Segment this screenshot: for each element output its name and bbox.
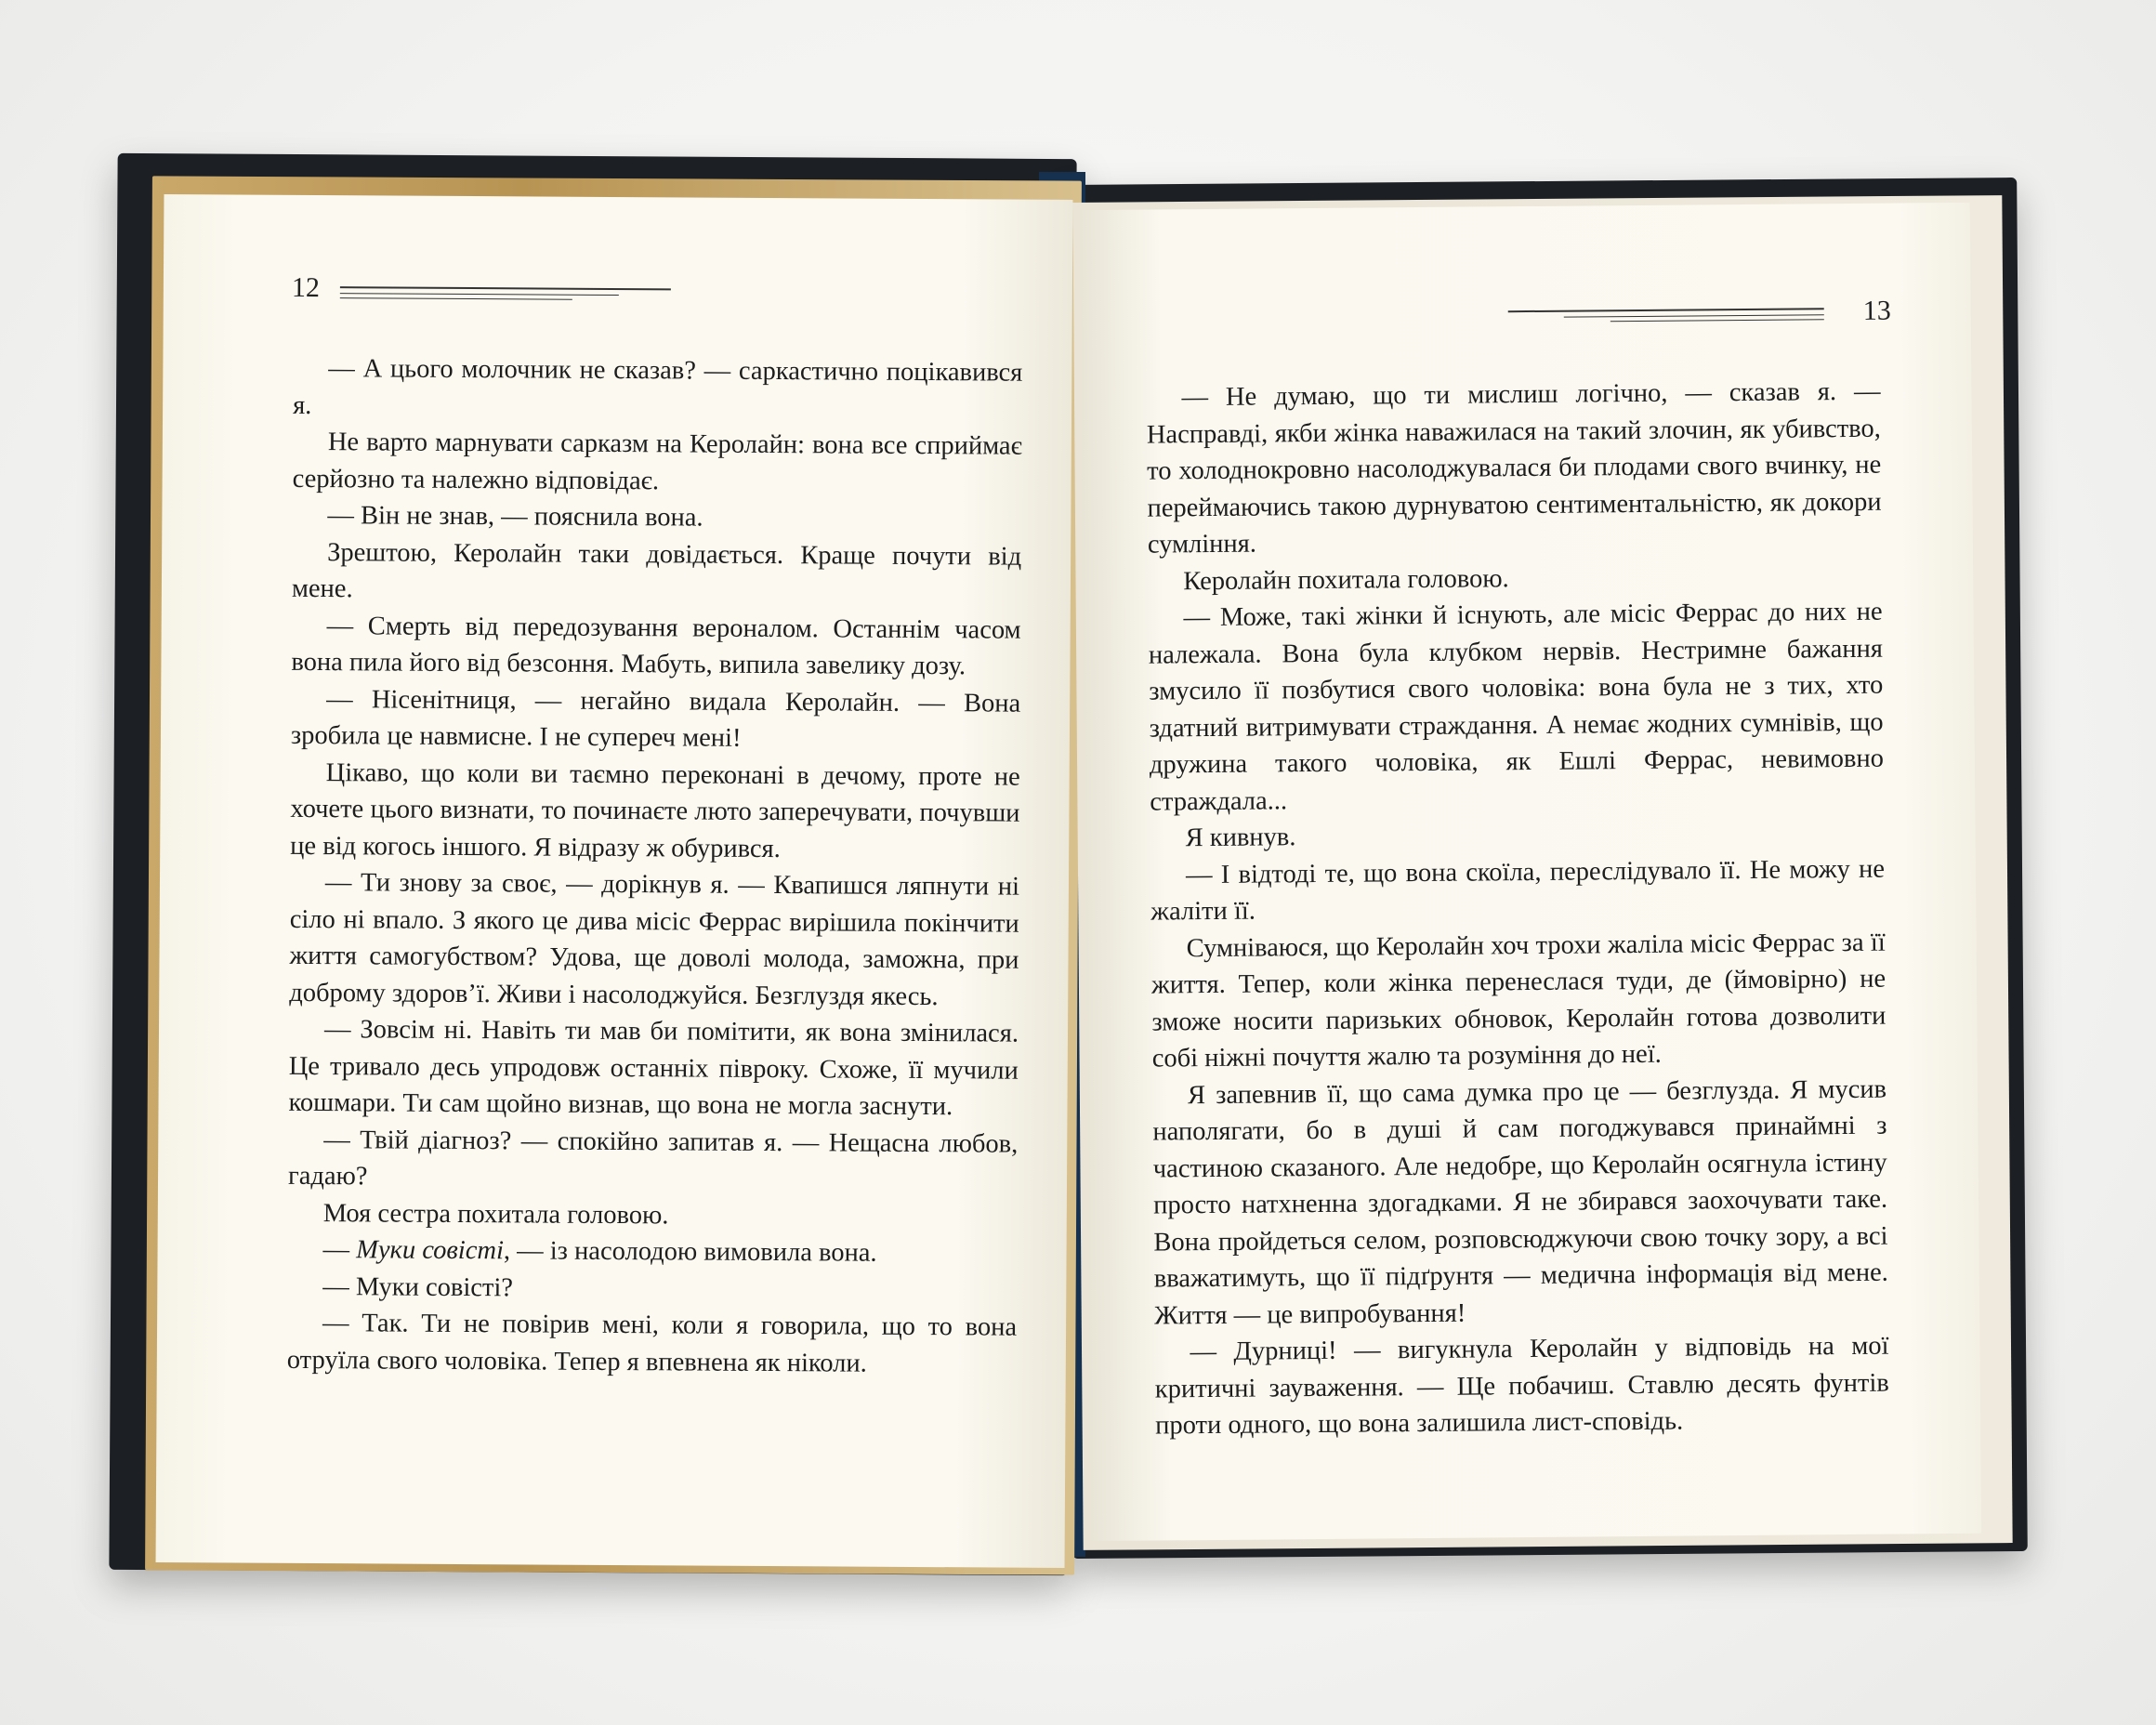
header-rule (1508, 308, 1824, 312)
paragraph: — І відтоді те, що вона скоїла, переслідувало її. Не можу не жаліти її. (1150, 854, 1886, 927)
paragraph: Не варто марнувати сарказм на Керолайн: вона все сприймає серйозно та належно відповідає. (292, 428, 1022, 495)
paragraph: Зрештою, Керолайн таки довідається. Краще почути від мене. (291, 537, 1022, 604)
paragraph: Сумніваюся, що Керолайн хоч трохи жаліла місіс Феррас за її життя. Тепер, коли жінка перенеслася туди, де (ймовірно) не зможе носити паризьких обновок, Керолайн готова дозволити собі ніжні почуття жалю та розуміння до неї. (1150, 928, 1886, 1073)
paragraph (287, 1231, 1017, 1272)
paragraph: — Зовсім ні. Навіть ти мав би помітити, як вона змінилася. Це тривало десь упродовж останніх півроку. Схоже, її мучили кошмари. Ти сам щойно визнав, що вона не могла заснути. (288, 1015, 1019, 1122)
header-rule (340, 293, 619, 296)
paragraph: Керолайн похитала головою. (1183, 563, 1509, 596)
left-page (156, 194, 1073, 1568)
left-page-text (287, 350, 1023, 1383)
paragraph: Я запевнив її, що сама думка про це — безглузда. Я мусив наполягати, бо в душі й сам погоджувався принаймні з частиною сказаного. Але недобре, що Керолайн осягнула істину просто натхненна здогадками. Я не збирався заохочувати таке. Вона пройдеться селом, розповсюджуючи свою точку зору, а всі вважатимуть, що її підґрунтя — медична інформація від мене. Життя — це випробування! (1152, 1074, 1888, 1331)
paragraph: — Так. Ти не повірив мені, коли я говорила, що то вона отруїла свого чоловіка. Тепер я впевнена як ніколи. (286, 1309, 1018, 1378)
paragraph: — Може, такі жінки й існують, але місіс Феррас до них не належала. Вона була клубком нервів. Нестримне бажання змусило її позбутися свого чоловіка: вона була не з тих, хто здатний витримувати страждання. А немає жодних сумнівів, що дружина такого чоловіка, як Ешлі Феррас, невимовно страждала... (1148, 597, 1885, 817)
header-rule (340, 297, 572, 300)
paragraph: Моя сестра похитала головою. (322, 1198, 669, 1230)
paragraph: Цікаво, що коли ви таємно переконані в дечому, проте не хочете цього визнати, то починаєте люто заперечувати, почувши це від когось іншого. Я відразу ж обурився. (290, 757, 1020, 863)
paragraph: — Смерть від передозування вероналом. Останнім часом вона пила його від безсоння. Мабуть, випила завелику дозу. (291, 611, 1021, 681)
paragraph: Я кивнув. (1185, 823, 1296, 853)
paragraph: — Твій діагноз? — спокійно запитав я. — Нещасна любов, гадаю? (287, 1125, 1019, 1192)
right-page-text (1146, 374, 1889, 1444)
right-page (1080, 203, 1981, 1541)
header-rule (1610, 319, 1824, 322)
right-page-header (1508, 293, 1891, 334)
paragraph: — Дурниці! — вигукнула Керолайн у відповідь на мої критичні зауваження. — Ще побачиш. Ставлю десять фунтів проти одного, що вона залишила лист-сповідь. (1154, 1331, 1889, 1441)
dialogue-tail: , — із насолодою вимовила вона. (503, 1236, 877, 1268)
paragraph: — А цього молочник не сказав? — саркастично поцікавився я. (293, 354, 1023, 420)
paragraph: — Ти знову за своє, — дорікнув я. — Квапишся ляпнути ні сіло ні впало. З якого це дива місіс Феррас вирішила покінчити життя самогубством? Удова, ще доволі молода, заможна, при доброму здоров’ї. Живи і насолоджуйся. Безглуздя якесь. (289, 868, 1020, 1011)
paragraph: — Муки совісті? (322, 1271, 514, 1302)
dialogue-dash: — (322, 1235, 357, 1265)
header-rule (1564, 314, 1824, 317)
paragraph: — Він не знав, — пояснила вона. (327, 501, 703, 533)
page-number-right: 13 (1862, 295, 1891, 326)
paragraph: — Не думаю, що ти мислиш логічно, — сказав я. — Насправді, якби жінка наважилася на такий злочин, як убивство, то холоднокровно насолоджувалася би плодами свого вчинку, не переймаючись такою дурнуватою сентиментальністю, як докори сумління. (1146, 376, 1882, 560)
paragraph: — Нісенітниця, — негайно видала Керолайн. — Вона зробила це навмисне. І не супереч мені! (290, 684, 1021, 753)
header-rule (340, 286, 671, 290)
left-page-header (292, 270, 691, 309)
italic-phrase: Муки совісті (356, 1235, 505, 1266)
page-number-left: 12 (291, 271, 320, 304)
